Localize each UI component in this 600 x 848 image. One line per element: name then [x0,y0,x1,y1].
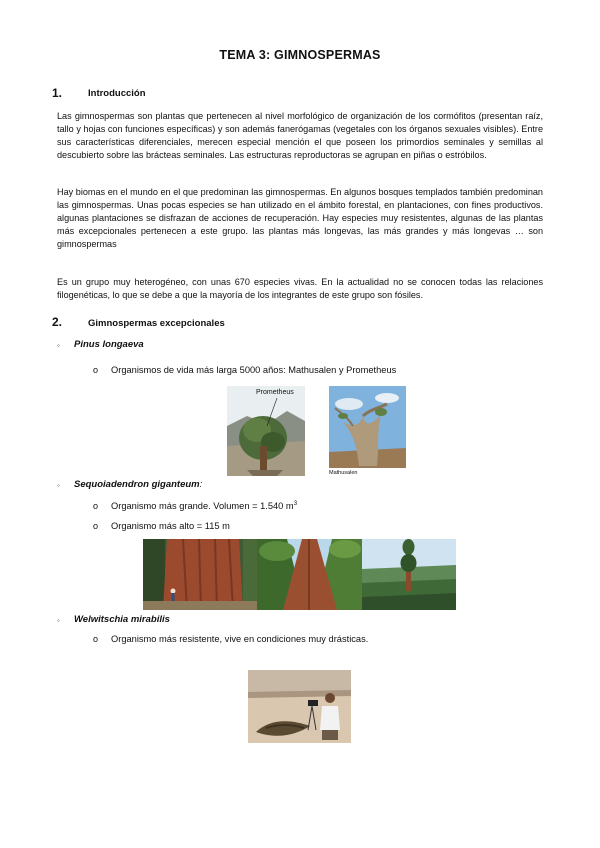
bullet-symbol: ◦ [57,616,60,625]
prometheus-photo [227,386,305,476]
sequoia-trunk-photo [143,539,257,610]
sequoia-upward-photo [257,539,362,610]
intro-paragraph-3: Es un grupo muy heterogéneo, con unas 670 especies vivas. En la actualidad no se conocen todas las relaciones filogenéticas, lo que se debe a que la mayoría de los integrantes de este grupo son fósiles. [57,277,543,300]
intro-paragraph-1: Las gimnospermas son plantas que pertenecen al nivel morfológico de organización de los cormófitos (presentan raíz, tallo y hojas con funciones específicas) y son además fanerógamas (vegetales con los órganos sexuales visibles). Entre sus características diferenciales, merecen especial mención el que poseen los primordios seminales y semillas al descubierto sobre las brácteas seminales. Las estructuras reproductoras se agrupan en piñas o estróbilos. [57,111,543,160]
species-name-sequoia: Sequoiadendron giganteum: [74,479,203,490]
pinus-item-longevity: Organismos de vida más larga 5000 años: Mathusalen y Prometheus [111,365,397,375]
sequoia-item-height: Organismo más alto = 115 m [111,521,230,531]
section-1-number: 1. [52,86,63,100]
sub-bullet-symbol: o [93,634,99,644]
sequoia-item-volume: Organismo más grande. Volumen = 1.540 $m^3$ [111,501,298,512]
section-2-number: 2. [52,315,63,329]
sub-bullet-symbol: o [93,521,99,531]
section-1-heading: Introducción [88,88,146,99]
species-name-welwitschia: Welwitschia mirabilis [74,614,170,625]
sub-bullet-symbol: o [93,501,99,511]
welwitschia-photo [248,670,351,743]
mathusalen-photo [329,386,406,468]
sequoia-forest-photo [362,539,456,610]
intro-paragraph-2: Hay biomas en el mundo en el que predominan las gimnospermas. En algunos bosques templados también predominan las gimnospermas. Unas pocas especies se han utilizado en el ámbito forestal, en plantaciones, con fines productivos. algunas plantaciones se disfrazan de acciones de recuperación. Hay especies muy resistentes, algunas de las plantas más excepcionales pertenecen a este grupo. las plantas más longevas, las más grandes y más longevas … son gimnospermas [57,187,543,249]
welwitschia-item-resistance: Organismo más resistente, vive en condiciones muy drásticas. [111,634,369,644]
prometheus-caption: Prometheus [256,389,294,396]
bullet-symbol: ◦ [57,481,60,490]
sub-bullet-symbol: o [93,365,99,375]
species-name-pinus: Pinus longaeva [74,339,144,350]
mathusalen-caption: Mathusalen [329,470,358,476]
section-2-heading: Gimnospermas excepcionales [88,318,225,329]
page-title: TEMA 3: GIMNOSPERMAS [219,48,381,62]
bullet-symbol: ◦ [57,341,60,350]
